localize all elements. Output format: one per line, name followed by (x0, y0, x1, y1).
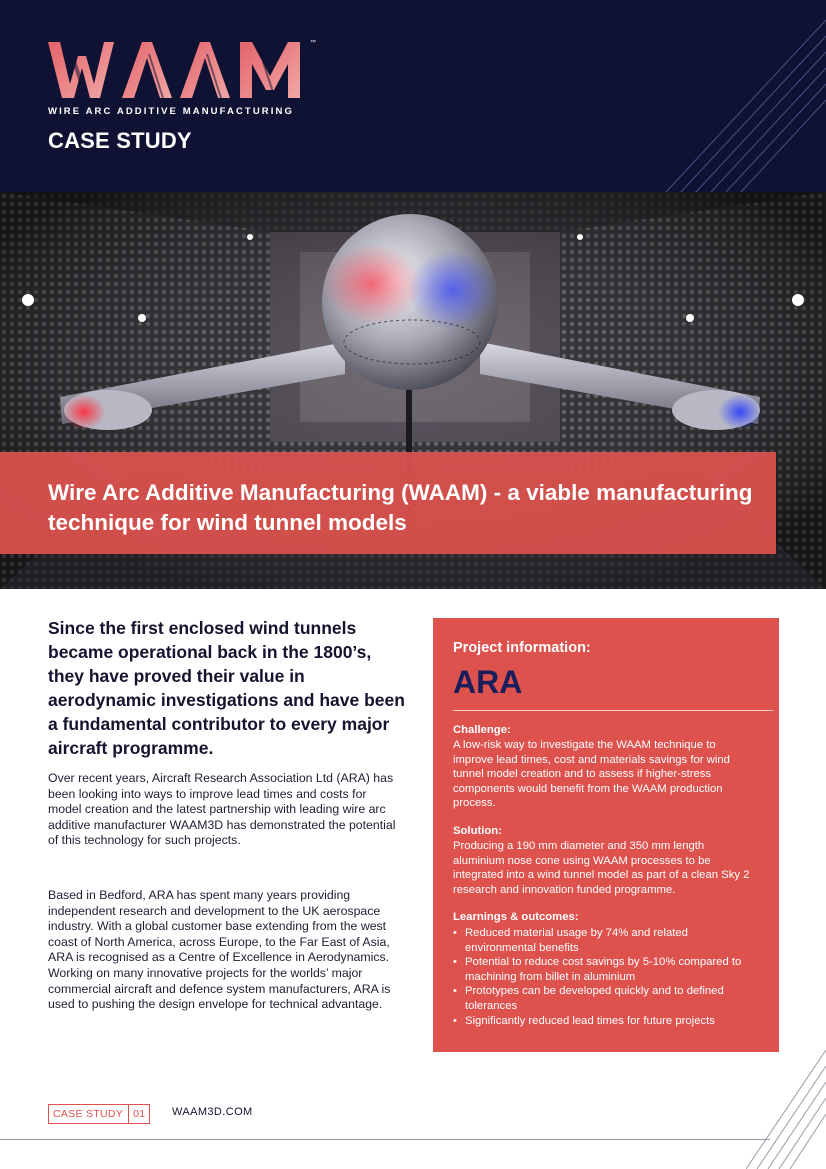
list-item: • Prototypes can be developed quickly and to defined tolerances (453, 984, 753, 1013)
project-info-heading: Project information: (453, 640, 591, 656)
footer-decorative-lines (746, 1050, 826, 1169)
section-label: CASE STUDY (48, 128, 192, 153)
learnings-label: Learnings & outcomes: (453, 911, 579, 923)
trademark-symbol: ™ (310, 40, 316, 46)
header (0, 0, 826, 192)
decorative-diagonal-lines (586, 0, 826, 192)
learnings-list (453, 926, 753, 1028)
waam-logo (48, 42, 318, 98)
badge-label: CASE STUDY (53, 1108, 124, 1120)
project-info-box (433, 618, 779, 1052)
solution-text: Producing a 190 mm diameter and 350 mm length aluminium nose cone using WAAM processes to be integrated into a wind tunnel model as part of a clean Sky 2 research and innovation funded programme. (453, 840, 750, 896)
challenge-label: Challenge: (453, 724, 511, 736)
badge-number: 01 (128, 1105, 149, 1123)
case-study-badge (48, 1104, 150, 1124)
body-paragraph-2: Based in Bedford, ARA has spent many years providing independent research and development to the UK aerospace industry. With a global customer base extending from the west coast of North America, across Europe, to the Far East of Asia, ARA is recognised as a Centre of Excellence in Aerodynamics. Working on many innovative projects for the worlds’ major commercial aircraft and defence system manufacturers, ARA is used to pushing the design envelope for technical advantage. (48, 888, 391, 1012)
lead-paragraph: Since the first enclosed wind tunnels became operational back in the 1800’s, they have proved their value in aerodynamic investigations and have been a fundamental contributor to every major aircraft programme. (48, 618, 405, 758)
divider (453, 710, 773, 711)
list-item: • Significantly reduced lead times for future projects (453, 1014, 753, 1029)
page-title: Wire Arc Additive Manufacturing (WAAM) - a viable manufacturing technique for wind tunnel models (48, 480, 753, 535)
challenge-text: A low-risk way to investigate the WAAM technique to improve lead times, cost and materials savings for wind tunnel model creation and to assess if higher-stress components would benefit from the WAAM production process. (453, 739, 730, 810)
body-paragraph-1: Over recent years, Aircraft Research Association Ltd (ARA) has been looking into ways to improve lead times and costs for model creation and the latest partnership with leading wire arc additive manufacturer WAAM3D has demonstrated the potential of this technology for such projects. (48, 771, 396, 848)
website-link[interactable]: WAAM3D.COM (172, 1106, 253, 1118)
solution-label: Solution: (453, 825, 502, 837)
footer-divider (0, 1139, 770, 1140)
tagline: WIRE ARC ADDITIVE MANUFACTURING (48, 106, 294, 117)
ara-logo: ARA (453, 664, 523, 700)
list-item: • Reduced material usage by 74% and related environmental benefits (453, 926, 753, 955)
list-item: • Potential to reduce cost savings by 5-10% compared to machining from billet in aluminium (453, 955, 753, 984)
